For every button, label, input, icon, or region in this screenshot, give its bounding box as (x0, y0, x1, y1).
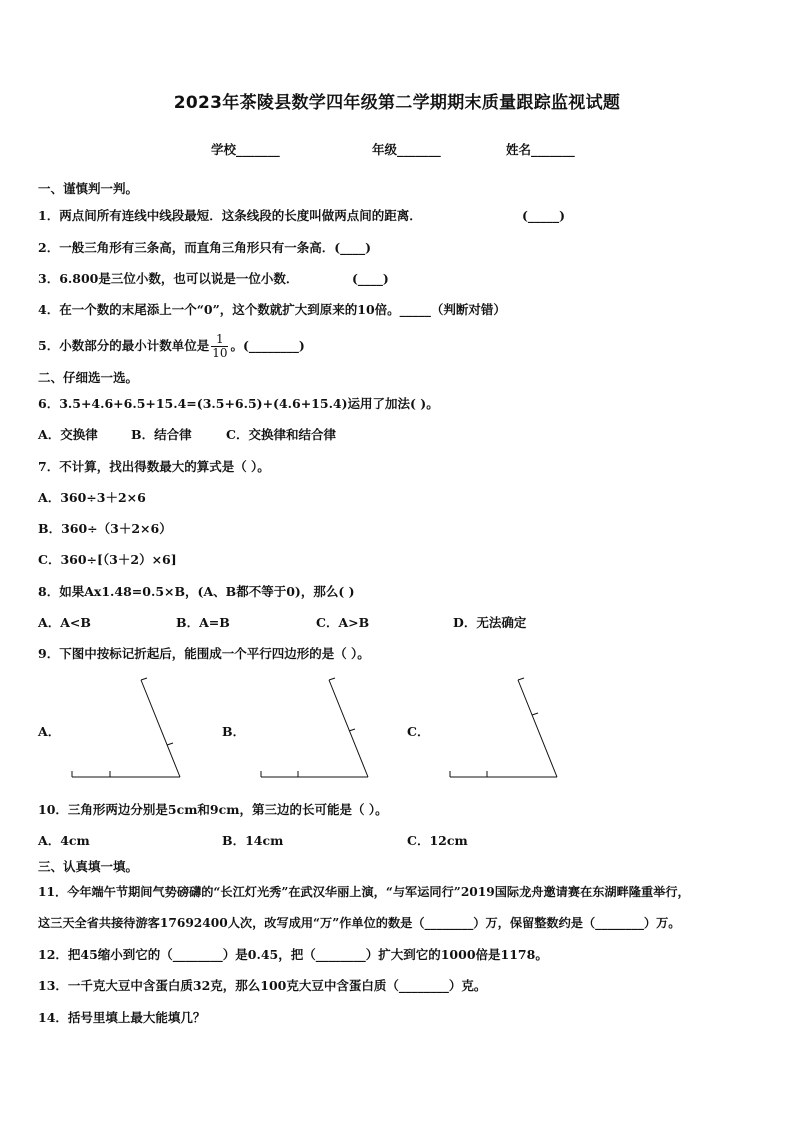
option-b[interactable]: B．结合律 (131, 427, 192, 442)
answer-paren[interactable]: (_____) (522, 208, 566, 223)
option-c[interactable]: C．交换律和结合律 (226, 427, 336, 442)
page-title: 2023年茶陵县数学四年级第二学期期末质量跟踪监视试题 (173, 93, 621, 113)
option-c[interactable]: C．A>B (316, 615, 370, 630)
question-10: 10．三角形两边分别是5cm和9cm，第三边的长可能是（ ）。 (38, 802, 388, 817)
question-2: 2．一般三角形有三条高，而直角三角形只有一条高．(____) (38, 240, 372, 255)
fraction-numerator: 1 (211, 333, 228, 347)
option-c[interactable]: C．360÷[（3＋2）×6] (38, 552, 177, 567)
question-13: 13．一千克大豆中含蛋白质32克，那么100克大豆中含蛋白质（________）克。 (38, 978, 487, 993)
question-9: 9．下图中按标记折起后，能围成一个平行四边形的是（ ）。 (38, 646, 370, 661)
section-heading: 三、认真填一填。 (38, 859, 139, 874)
question-14: 14．括号里填上最大能填几？ (38, 1010, 206, 1025)
answer-paren[interactable]: 。(________) (230, 338, 305, 353)
answer-paren[interactable]: (____) (352, 271, 389, 286)
question-5-text: 5．小数部分的最小计数单位是 (38, 338, 210, 353)
question-7: 7．不计算，找出得数最大的算式是（ ）。 (38, 459, 270, 474)
question-12: 12．把45缩小到它的（________）是0.45，把（________）扩大到它的1000倍是1178。 (38, 947, 548, 962)
question-1: 1．两点间所有连线中线段最短．这条线段的长度叫做两点间的距离． (38, 208, 422, 223)
question-4: 4．在一个数的末尾添上一个“0”，这个数就扩大到原来的10倍。_____（判断对错） (38, 302, 506, 317)
section-heading: 一、谨慎判一判。 (38, 181, 139, 196)
option-c[interactable]: C．12cm (407, 833, 468, 848)
option-c[interactable]: C． (407, 724, 430, 739)
option-a[interactable]: A． (38, 724, 61, 739)
option-a[interactable]: A．A<B (38, 615, 91, 630)
name-field[interactable]: 姓名_______ (506, 142, 575, 157)
question-3: 3．6.800是三位小数，也可以说是一位小数． (38, 271, 299, 286)
section-heading: 二、仔细选一选。 (38, 370, 139, 385)
option-b[interactable]: B．360÷（3＋2×6） (38, 521, 172, 536)
option-a[interactable]: A．交换律 (38, 427, 98, 442)
option-a[interactable]: A．4cm (38, 833, 90, 848)
question-11-line-2: 这三天全省共接待游客17692400人次，改写成用“万”作单位的数是（________）万，保留整数约是（________）万。 (38, 916, 681, 930)
question-11-line-1: 11．今年端午节期间气势磅礴的“长江灯光秀”在武汉华丽上演，“与军运同行”2019国际龙舟邀请赛在东湖畔隆重举行， (38, 885, 690, 899)
school-field[interactable]: 学校_______ (211, 142, 280, 157)
option-b[interactable]: B．14cm (222, 833, 284, 848)
option-d[interactable]: D．无法确定 (453, 615, 527, 630)
option-b[interactable]: B． (222, 724, 246, 739)
option-a[interactable]: A．360÷3＋2×6 (38, 490, 146, 505)
question-8: 8．如果Ax1.48=0.5×B，(A、B都不等于0)，那么( ) (38, 584, 355, 599)
fraction-denominator: 10 (212, 346, 228, 360)
grade-field[interactable]: 年级_______ (372, 142, 441, 157)
option-b[interactable]: B．A=B (176, 615, 230, 630)
question-6: 6．3.5+4.6+6.5+15.4=(3.5+6.5)+(4.6+15.4)运用了加法( )。 (38, 396, 439, 411)
